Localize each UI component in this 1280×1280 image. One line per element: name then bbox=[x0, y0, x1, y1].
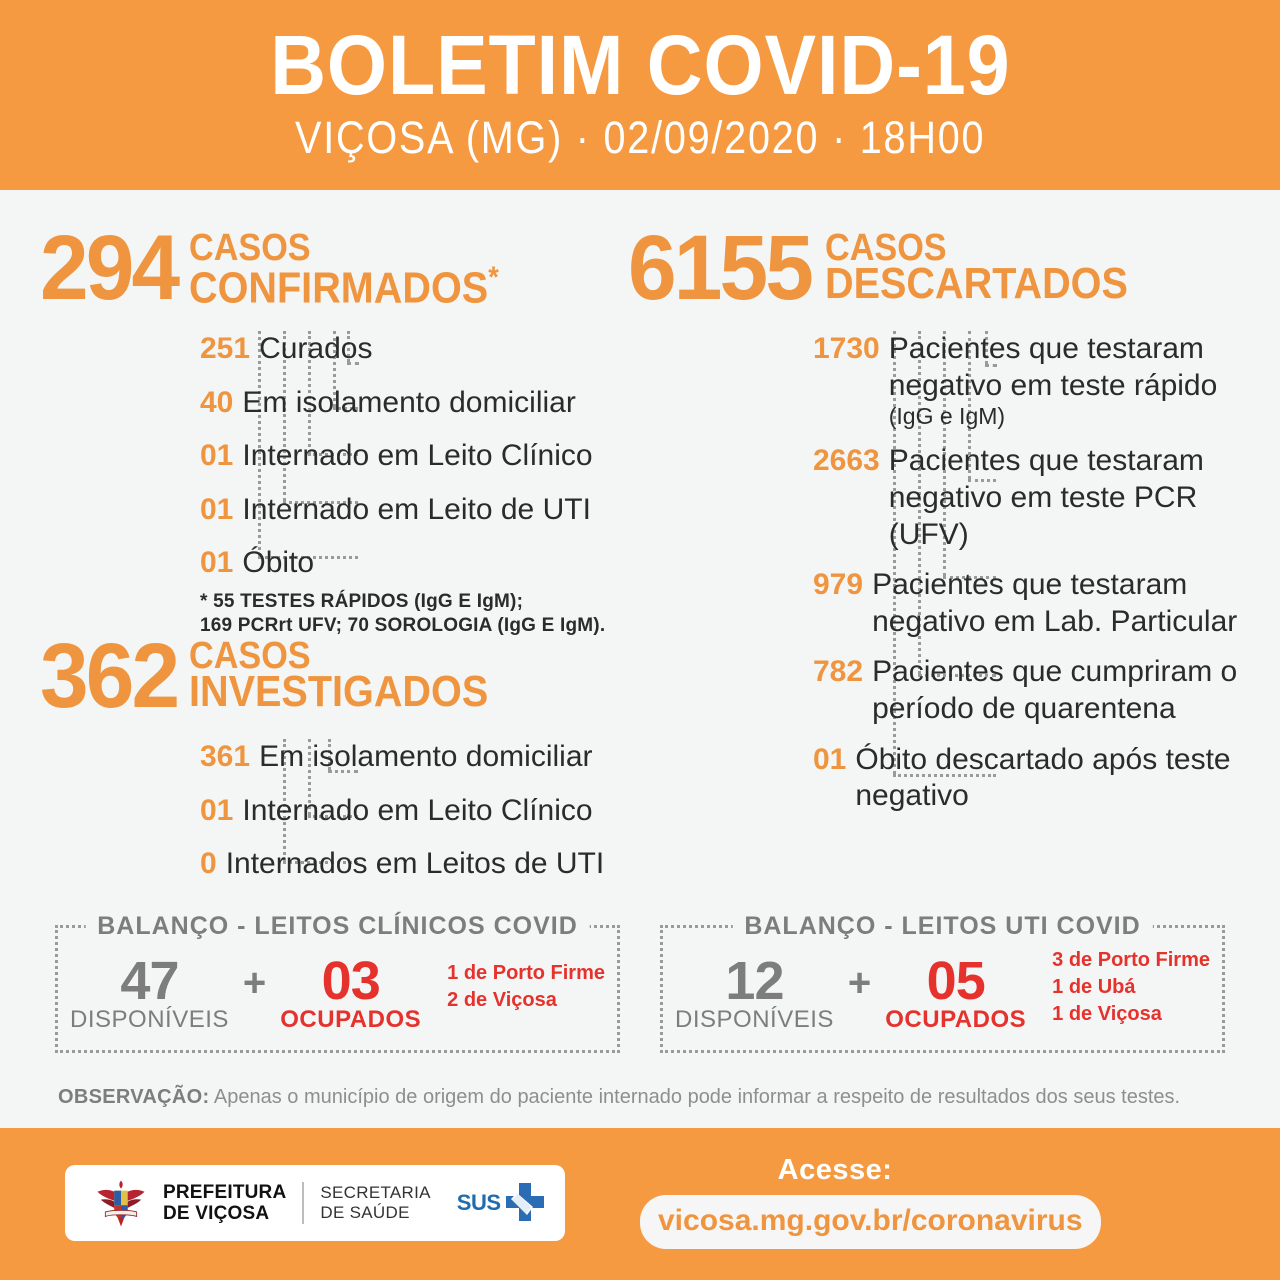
balance-icu-body bbox=[663, 928, 1222, 1050]
confirmed-item bbox=[200, 492, 620, 529]
observation-note bbox=[58, 1085, 1238, 1109]
balance-icu-title: BALANÇO - LEITOS UTI COVID bbox=[732, 912, 1152, 941]
investigated-item bbox=[200, 793, 620, 830]
confirmed-count: 294 bbox=[40, 217, 178, 319]
confirmed-heading bbox=[40, 217, 620, 319]
confirmed-item bbox=[200, 545, 620, 582]
item-label: Óbito bbox=[242, 546, 315, 580]
clinical-occupied bbox=[280, 950, 422, 1034]
item-label: Pacientes que cumpriram o período de quarentena bbox=[872, 655, 1238, 725]
discarded-label-line1: CASOS bbox=[824, 227, 947, 269]
icu-available-count: 12 bbox=[725, 950, 784, 1011]
item-number: 782 bbox=[813, 655, 864, 689]
origin-line: 1 de Porto Firme bbox=[447, 962, 605, 984]
header-subtitle: VIÇOSA (MG) · 02/09/2020 · 18H00 bbox=[294, 111, 986, 163]
item-number: 361 bbox=[200, 739, 251, 773]
discarded-item bbox=[813, 742, 1253, 815]
icu-occupied-count: 05 bbox=[926, 950, 985, 1011]
footnote-line-2: 169 PCRrt UFV; 70 SOROLOGIA (IgG E IgM). bbox=[200, 615, 606, 637]
prefeitura-line-1: PREFEITURA bbox=[163, 1181, 287, 1203]
item-number: 979 bbox=[813, 568, 864, 602]
investigated-item bbox=[200, 846, 620, 883]
investigated-count: 362 bbox=[40, 625, 178, 727]
item-sublabel: (IgG e IgM) bbox=[888, 403, 1006, 430]
page-title: BOLETIM COVID-19 bbox=[269, 18, 1011, 113]
observation-label: OBSERVAÇÃO: bbox=[58, 1086, 210, 1108]
confirmed-label-line1: CASOS bbox=[188, 227, 311, 269]
balance-clinical-beds bbox=[55, 912, 620, 1053]
balance-icu-beds bbox=[660, 912, 1225, 1053]
discarded-label bbox=[824, 227, 1128, 308]
vicosa-coat-of-arms-icon bbox=[93, 1177, 149, 1229]
item-number: 1730 bbox=[813, 331, 880, 365]
item-label: Internados em Leitos de UTI bbox=[225, 847, 605, 881]
clinical-occupied-count: 03 bbox=[321, 950, 380, 1011]
item-number: 0 bbox=[200, 847, 217, 881]
discarded-items bbox=[628, 331, 1253, 815]
discarded-cases-block bbox=[628, 217, 1253, 815]
item-label: Internado em Leito Clínico bbox=[242, 439, 593, 473]
item-number: 251 bbox=[200, 331, 251, 365]
clinical-occupied-label: OCUPADOS bbox=[280, 1006, 422, 1034]
confirmed-footnote bbox=[200, 590, 620, 639]
investigated-items bbox=[40, 739, 620, 883]
discarded-item bbox=[813, 331, 1253, 429]
icu-available bbox=[675, 950, 834, 1034]
secretaria-line-1: SECRETARIA bbox=[320, 1182, 431, 1202]
clinical-available-count: 47 bbox=[120, 950, 179, 1011]
icu-occupied bbox=[885, 950, 1027, 1034]
discarded-count: 6155 bbox=[628, 217, 812, 319]
item-number: 40 bbox=[200, 385, 234, 419]
icu-origins bbox=[1052, 947, 1210, 1028]
discarded-item bbox=[813, 654, 1253, 727]
investigated-label-line2: INVESTIGADOS bbox=[188, 666, 488, 716]
url-pill[interactable] bbox=[640, 1195, 1101, 1249]
clinical-available-label: DISPONÍVEIS bbox=[70, 1006, 229, 1034]
website-url[interactable]: vicosa.mg.gov.br/coronavirus bbox=[658, 1204, 1083, 1237]
investigated-label bbox=[188, 635, 488, 716]
prefeitura-line-2: DE VIÇOSA bbox=[163, 1203, 270, 1224]
institutional-logos bbox=[65, 1165, 565, 1241]
icu-available-label: DISPONÍVEIS bbox=[675, 1006, 834, 1034]
sus-logo bbox=[457, 1181, 547, 1225]
acesse-label: Acesse: bbox=[777, 1154, 893, 1186]
item-label: Pacientes que testaram negativo em teste PCR (UFV) bbox=[888, 444, 1204, 551]
item-number: 01 bbox=[200, 793, 234, 827]
secretaria-line-2: DE SAÚDE bbox=[320, 1203, 410, 1222]
confirmed-cases-block bbox=[40, 217, 620, 639]
confirmed-item bbox=[200, 331, 620, 368]
origin-line: 1 de Ubá bbox=[1052, 975, 1136, 998]
confirmed-label-line2: CONFIRMADOS* bbox=[188, 260, 499, 313]
origin-line: 3 de Porto Firme bbox=[1052, 948, 1210, 971]
footnote-line-1: * 55 TESTES RÁPIDOS (IgG E IgM); bbox=[200, 590, 524, 612]
logo-divider bbox=[302, 1182, 304, 1224]
confirmed-item bbox=[200, 385, 620, 422]
item-number: 2663 bbox=[813, 444, 880, 478]
confirmed-items bbox=[40, 331, 620, 639]
clinical-available bbox=[70, 950, 229, 1034]
clinical-origins bbox=[447, 960, 605, 1014]
discarded-heading bbox=[628, 217, 1253, 319]
item-number: 01 bbox=[200, 492, 234, 526]
balance-clinical-title: BALANÇO - LEITOS CLÍNICOS COVID bbox=[85, 912, 590, 941]
access-info bbox=[640, 1154, 1083, 1249]
sus-label: SUS bbox=[456, 1190, 501, 1215]
icu-occupied-label: OCUPADOS bbox=[885, 1006, 1027, 1034]
plus-sign: + bbox=[242, 960, 267, 1005]
discarded-label-line2: DESCARTADOS bbox=[824, 258, 1128, 308]
item-label: Pacientes que testaram negativo em teste rápido (IgG e IgM) bbox=[889, 331, 1253, 429]
item-number: 01 bbox=[813, 742, 847, 776]
origin-line: 1 de Viçosa bbox=[1052, 1002, 1162, 1025]
observation-text: Apenas o município de origem do paciente internado pode informar a respeito de resultados dos seus testes. bbox=[209, 1086, 1181, 1108]
secretaria-wordmark bbox=[320, 1183, 430, 1224]
header-band bbox=[0, 0, 1280, 190]
origin-line: 2 de Viçosa bbox=[447, 989, 557, 1011]
investigated-item bbox=[200, 739, 620, 776]
item-number: 01 bbox=[200, 439, 234, 473]
sus-cross-icon bbox=[503, 1181, 547, 1225]
item-label: Em isolamento domiciliar bbox=[259, 739, 593, 773]
balance-clinical-body bbox=[58, 928, 617, 1050]
discarded-item bbox=[813, 567, 1253, 640]
prefeitura-wordmark bbox=[163, 1182, 286, 1225]
item-label: Em isolamento domiciliar bbox=[242, 385, 576, 419]
item-number: 01 bbox=[200, 546, 234, 580]
item-label: Internado em Leito de UTI bbox=[242, 492, 591, 526]
item-label: Pacientes que testaram negativo em Lab. Particular bbox=[872, 568, 1238, 638]
investigated-label-line1: CASOS bbox=[188, 635, 311, 677]
confirmed-label bbox=[188, 227, 499, 313]
discarded-item bbox=[813, 443, 1253, 553]
plus-sign: + bbox=[847, 960, 872, 1005]
footer-band bbox=[0, 1128, 1280, 1280]
item-label: Óbito descartado após teste negativo bbox=[855, 742, 1231, 813]
confirmed-asterisk: * bbox=[487, 260, 499, 294]
item-label: Internado em Leito Clínico bbox=[242, 793, 593, 827]
confirmed-item bbox=[200, 438, 620, 475]
item-label: Curados bbox=[259, 331, 373, 365]
